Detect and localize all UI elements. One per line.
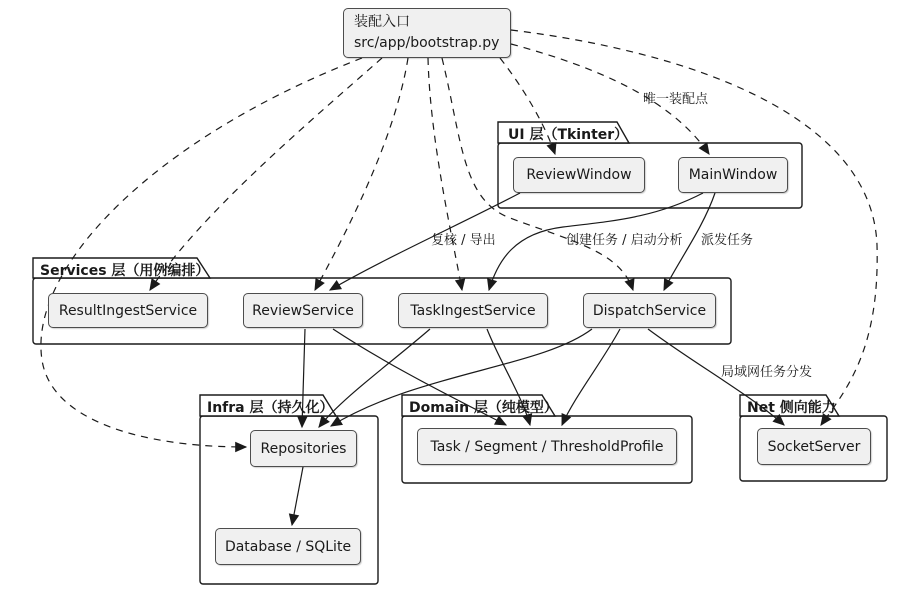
edge-bootstrap-to-repositories: [41, 58, 362, 447]
node-bootstrap-line2: src/app/bootstrap.py: [354, 35, 500, 51]
node-database-sqlite: [215, 528, 361, 565]
node-domain-model-label: Task / Segment / ThresholdProfile: [430, 438, 664, 455]
edge-label-sole-assembly-point: 唯一装配点: [643, 92, 709, 107]
edge-label-create-task-start-analysis: 创建任务 / 启动分析: [566, 233, 683, 248]
node-bootstrap-line1: 装配入口: [354, 14, 410, 30]
package-domain-title: Domain 层（纯模型）: [409, 400, 558, 416]
node-result-ingest-service-label: ResultIngestService: [58, 302, 198, 319]
node-task-ingest-service: [398, 293, 548, 328]
node-socket-server-label: SocketServer: [767, 438, 861, 455]
node-dispatch-service: [583, 293, 716, 328]
node-domain-model: [417, 428, 677, 465]
node-review-service-label: ReviewService: [252, 302, 354, 319]
package-infra-title: Infra 层（持久化）: [207, 400, 334, 416]
edge-label-dispatch-task: 派发任务: [701, 233, 754, 248]
package-net-title: Net 侧向能力: [747, 400, 836, 416]
node-task-ingest-service-label: TaskIngestService: [410, 302, 536, 319]
node-main-window-label: MainWindow: [688, 167, 778, 183]
node-repositories: [250, 430, 357, 467]
node-review-window-label: ReviewWindow: [526, 167, 632, 183]
node-main-window: [678, 157, 788, 193]
edge-label-review-export: 复核 / 导出: [431, 233, 496, 248]
edge-bootstrap-to-resultingestservice: [150, 58, 382, 290]
node-repositories-label: Repositories: [260, 440, 347, 457]
node-review-window: [513, 157, 645, 193]
node-dispatch-service-label: DispatchService: [592, 302, 707, 319]
node-result-ingest-service: [48, 293, 208, 328]
node-bootstrap: [343, 8, 511, 58]
node-database-sqlite-label: Database / SQLite: [224, 538, 352, 555]
node-review-service: [243, 293, 363, 328]
package-services-title: Services 层（用例编排）: [40, 263, 210, 279]
edge-label-lan-task-dispatch: 局域网任务分发: [721, 365, 813, 380]
node-socket-server: [757, 428, 871, 465]
package-ui-title: UI 层（Tkinter）: [508, 127, 629, 143]
edge-bootstrap-to-reviewservice: [315, 58, 408, 290]
edge-bootstrap-to-taskingestservice: [428, 58, 462, 290]
